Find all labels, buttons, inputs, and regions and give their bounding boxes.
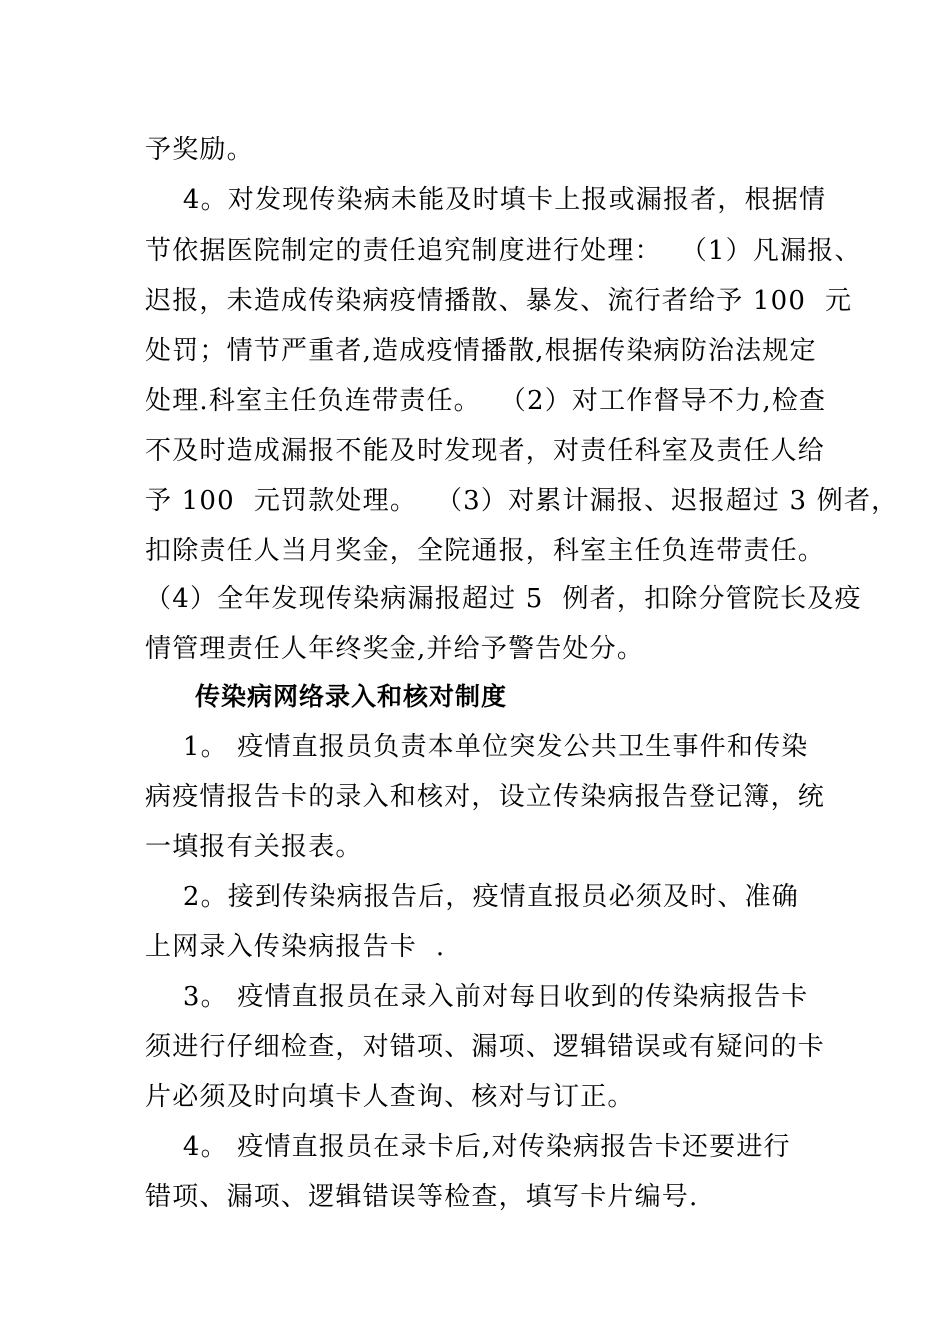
text-line: 片必须及时向填卡人查询、核对与订正。 [145, 1082, 635, 1112]
text-line: 予 100 元罚款处理。 （3）对累计漏报、迟报超过 3 例者， [145, 486, 899, 516]
text-line: 4。对发现传染病未能及时填卡上报或漏报者，根据情 [145, 185, 827, 215]
text-line: 1。 疫情直报员负责本单位突发公共卫生事件和传染 [145, 732, 809, 762]
text-line: 4。 疫情直报员在录卡后,对传染病报告卡还要进行 [145, 1132, 791, 1162]
text-line: 2。接到传染病报告后，疫情直报员必须及时、准确 [145, 882, 800, 912]
text-line: 扣除责任人当月奖金，全院通报，科室主任负连带责任。 [145, 536, 826, 566]
text-line: 予奖励。 [145, 135, 254, 165]
text-line: 一填报有关报表。 [145, 832, 363, 862]
text-line: 迟报，未造成传染病疫情播散、暴发、流行者给予 100 元 [145, 286, 853, 316]
section-heading: 传染病网络录入和核对制度 [195, 682, 508, 711]
text-line: 须进行仔细检查，对错项、漏项、逻辑错误或有疑问的卡 [145, 1032, 826, 1062]
text-line: 处理.科室主任负连带责任。 （2）对工作督导不力,检查 [145, 386, 827, 416]
text-line: 上网录入传染病报告卡 . [145, 932, 446, 962]
text-line: 病疫情报告卡的录入和核对，设立传染病报告登记簿，统 [145, 782, 826, 812]
text-line: 节依据医院制定的责任追究制度进行处理： （1）凡漏报、 [145, 236, 862, 266]
text-line: 处罚；情节严重者,造成疫情播散,根据传染病防治法规定 [145, 336, 817, 366]
text-line: 不及时造成漏报不能及时发现者，对责任科室及责任人给 [145, 436, 826, 466]
text-line: 错项、漏项、逻辑错误等检查，填写卡片编号. [145, 1182, 699, 1212]
text-line: （4）全年发现传染病漏报超过 5 例者，扣除分管院长及疫 [145, 584, 862, 614]
text-line: 情管理责任人年终奖金,并给予警告处分。 [145, 634, 645, 664]
text-line: 3。 疫情直报员在录入前对每日收到的传染病报告卡 [145, 982, 809, 1012]
